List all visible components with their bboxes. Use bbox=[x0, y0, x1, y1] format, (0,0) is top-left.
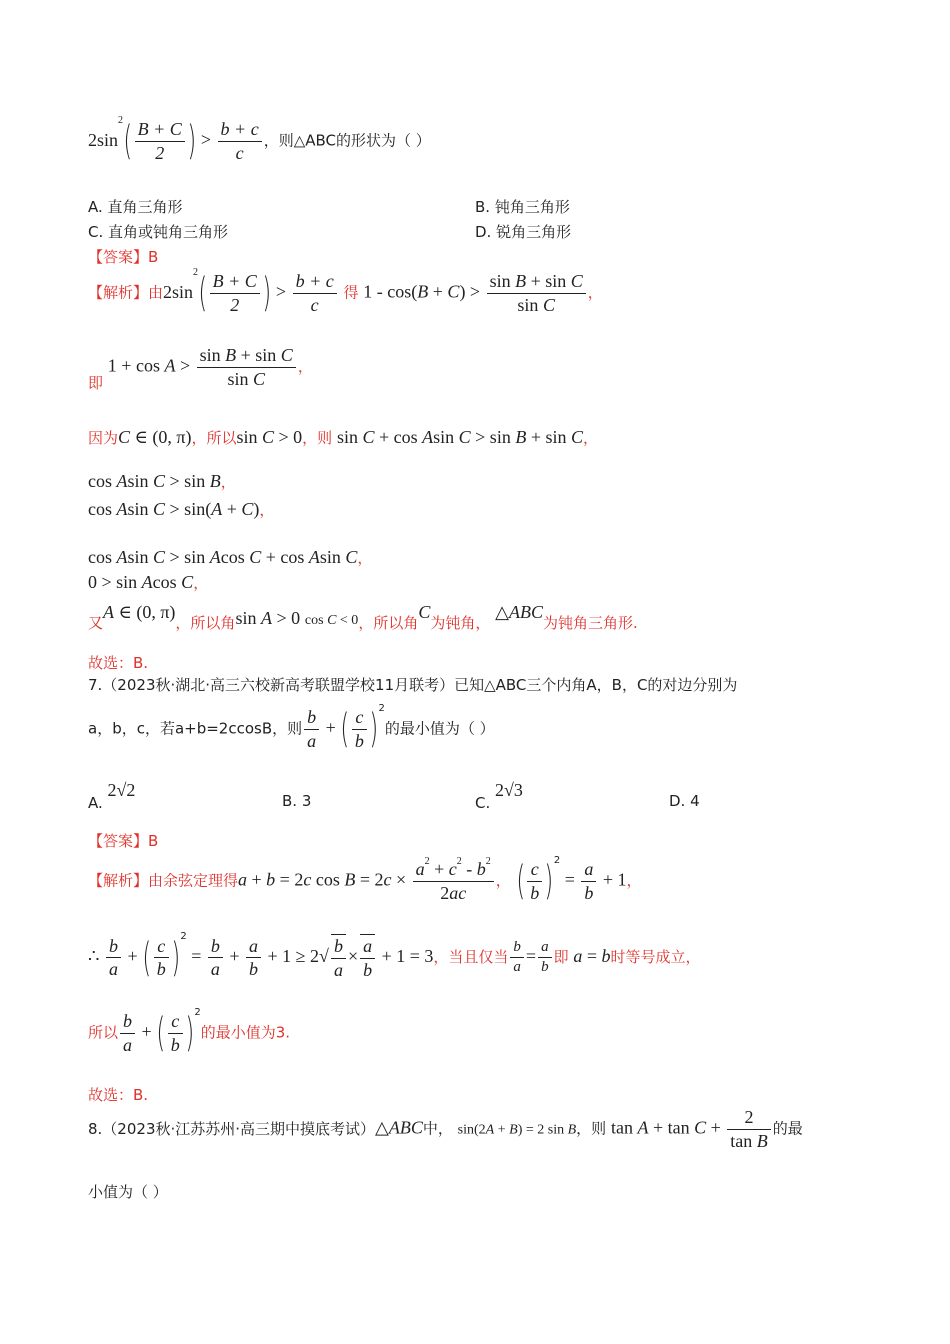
q6-stem-tail: ，则△ABC的形状为（ ） bbox=[263, 131, 431, 150]
q8-stem-zuì: 的最 bbox=[772, 1119, 803, 1138]
q6-solution-yinwei: 因为 bbox=[88, 429, 119, 447]
q7-solution-ji: 即 bbox=[553, 948, 569, 966]
q8-stem-ze: ，则 bbox=[576, 1119, 607, 1138]
q7-stem-line1: 7.（2023秋·湖北·高三六校新高考联盟学校11月联考）已知△ABC三个内角A，B，C的对边分别为 bbox=[88, 676, 738, 694]
q6-option-a: A. 直角三角形 bbox=[88, 198, 183, 216]
q6-solution-line3: 因为C ∈ (0, π)，所以sin C > 0，则 sin C + cos Asin C > sin B + sin C， bbox=[88, 427, 599, 447]
q6-solution-ze: ，则 bbox=[302, 429, 333, 447]
q6-solution-line5: cos Asin C > sin(A + C)， bbox=[88, 499, 275, 519]
q7-solution-suoyi: 所以 bbox=[88, 1023, 119, 1042]
q6-solution-label: 【解析】由 bbox=[88, 283, 164, 302]
q7-answer: 【答案】B bbox=[88, 832, 159, 850]
q6-option-b: B. 钝角三角形 bbox=[475, 198, 570, 216]
q6-solution-de: 得 bbox=[343, 283, 359, 302]
q6-solution-line4: cos Asin C > sin B， bbox=[88, 471, 236, 491]
q6-solution-suoyi: ，所以 bbox=[191, 429, 237, 447]
q7-stem-cond: a，b，c，若a+b=2ccosB，则 bbox=[88, 719, 303, 738]
q7-stem-min: 的最小值为（ ） bbox=[384, 719, 495, 738]
q6-solution-line1: 【解析】由$2\sin^2$( $\frac{B + C}{2}$ ) > $\frac{b + c}{c}$ 得 1 - cos(B + C) > $\frac{\text{sin B + sin C}}{\text{sin C}}$ ， bbox=[88, 267, 603, 316]
q7-option-a: A. 2√2 bbox=[88, 780, 136, 812]
q7-solution-dangqie: ，当且仅当 bbox=[433, 948, 509, 966]
q6-solution-wei-dun: 为钝角， bbox=[430, 614, 491, 632]
q8-stem-zhong: 中， bbox=[422, 1119, 453, 1138]
q7-solution-min: 的最小值为3. bbox=[200, 1023, 291, 1042]
q7-option-b: B. 3 bbox=[282, 792, 312, 810]
q7-solution-shi: 时等号成立， bbox=[610, 948, 701, 966]
q6-solution-you: 又 bbox=[88, 614, 104, 632]
q8-stem-line1: 8.（2023秋·江苏苏州·高三期中摸底考试）△ABC中， sin(2A + B) = 2 sin B，则 tan A + tan C + $\frac{2}{\text{tan B}}$ 的最 bbox=[88, 1107, 803, 1151]
q7-guxuan: 故选：B. bbox=[88, 1086, 149, 1104]
q7-solution-line3: 所以 $\frac{b}{a}$ + ( $\frac{c}{b}$ )$^2$的最小值为3. bbox=[88, 1007, 291, 1056]
q6-solution-suoyi-jiao: ，所以角 bbox=[175, 614, 236, 632]
q7-solution-line2: ∴ $\frac{b}{a}$ + ( $\frac{c}{b}$ )$^2$ = $\frac{b}{a}$ + $\frac{a}{b}$ + 1 ≥ 2√ $\frac{b}{a}$ × $\frac{a}{b}$ + 1 = 3，当且仅当 $\frac{b}{a}$ = $\frac{a}{b}$ 即 a = b时等号成立， bbox=[88, 931, 701, 981]
q7-option-c: C. 2√3 bbox=[475, 780, 523, 812]
q6-solution-ji: 即 bbox=[88, 373, 104, 392]
q6-solution-line6: cos Asin C > sin Acos C + cos Asin C， bbox=[88, 547, 373, 567]
q7-solution-label: 【解析】由余弦定理得 bbox=[88, 871, 239, 890]
q6-guxuan: 故选：B. bbox=[88, 654, 149, 672]
q6-solution-line2: 即 1 + cos A > $\frac{\text{sin B + sin C}}{\text{sin C}}$ ， bbox=[88, 345, 313, 392]
q6-answer: 【答案】B bbox=[88, 248, 159, 266]
q7-solution-line1: 【解析】由余弦定理得a + b = 2c cos B = 2c × $\frac{a^2 + c^2 - b^2}{2ac}$ ， ( $\frac{c}{b}$ )$^2$ = $\frac{a}{b}$ + 1， bbox=[88, 855, 642, 904]
q6-option-d: D. 锐角三角形 bbox=[475, 223, 572, 241]
q8-stem-line2: 小值为（ ） bbox=[88, 1183, 168, 1201]
q8-stem-source: 8.（2023秋·江苏苏州·高三期中摸底考试） bbox=[88, 1119, 376, 1138]
q7-stem-line2: a，b，c，若a+b=2ccosB，则 $\frac{b}{a}$ + ( $\frac{c}{b}$ )$^2$的最小值为（ ） bbox=[88, 703, 495, 752]
q6-solution-line7: 0 > sin Acos C， bbox=[88, 572, 209, 592]
q6-solution-line8: 又A ∈ (0, π)，所以角sin A > 0 cos C < 0，所以角C为钝角， △ABC为钝角三角形. bbox=[88, 602, 638, 632]
q6-option-c: C. 直角或钝角三角形 bbox=[88, 223, 229, 241]
q6-solution-wei-dun-tri: 为钝角三角形. bbox=[542, 614, 638, 632]
q7-option-d: D. 4 bbox=[669, 792, 700, 810]
q6-stem: $2\sin^2$( $\frac{B + C}{2}$ ) > $\frac{b + c}{c}$ ，则△ABC的形状为（ ） bbox=[88, 115, 431, 164]
